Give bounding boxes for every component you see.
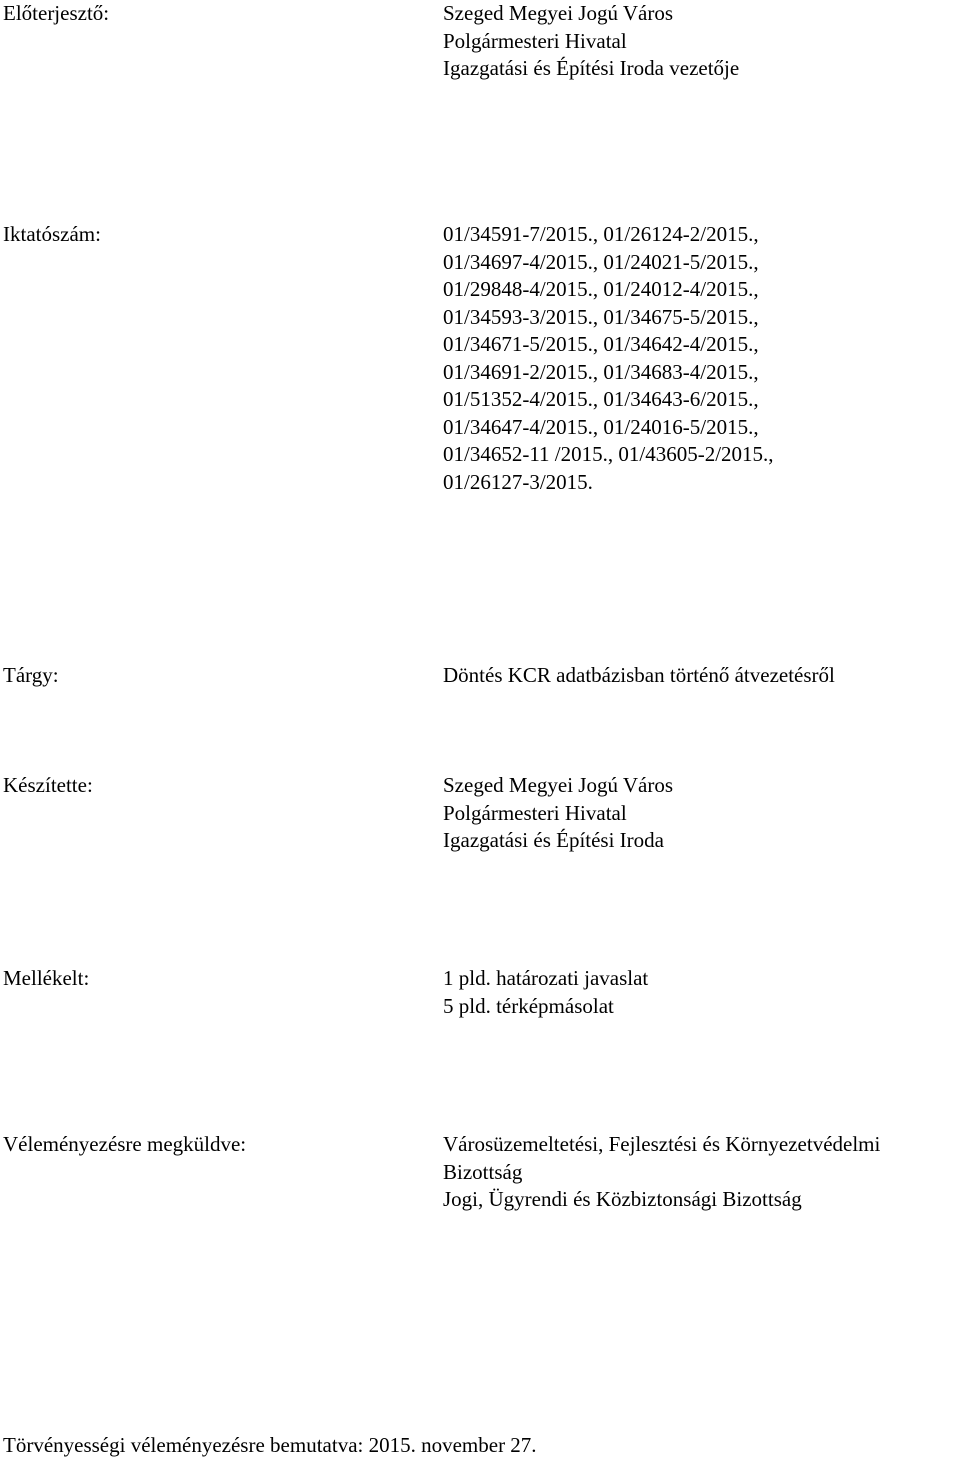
- file-number-line: 01/51352-4/2015., 01/34643-6/2015.,: [443, 387, 759, 411]
- submitter-line: Polgármesteri Hivatal: [443, 28, 627, 53]
- file-number-line: 01/34652-11 /2015., 01/43605-2/2015.,: [443, 442, 774, 466]
- file-number-line: 01/26127-3/2015.: [443, 469, 593, 494]
- file-number-line: 01/34647-4/2015., 01/24016-5/2015.,: [443, 414, 759, 439]
- submitter-value: [443, 0, 960, 83]
- attachment-line: 1 pld. határozati javaslat: [443, 966, 649, 990]
- submitter-line: Szeged Megyei Jogú Város: [443, 1, 673, 25]
- submitter-line: Igazgatási és Építési Iroda vezetője: [443, 56, 740, 80]
- subject-label: Tárgy:: [3, 663, 59, 687]
- file-number-line: 01/34671-5/2015., 01/34642-4/2015.,: [443, 332, 759, 356]
- legality-review-line: Törvényességi véleményezésre bemutatva: 2015. november 27.: [3, 1433, 537, 1457]
- attachment-line: 5 pld. térképmásolat: [443, 993, 614, 1018]
- prepared-by-label: Készítette:: [3, 773, 93, 797]
- subject-line: Döntés KCR adatbázisban történő átvezetésről: [443, 663, 835, 687]
- file-number-line: 01/34691-2/2015., 01/34683-4/2015.,: [443, 359, 759, 384]
- sent-for-review-value: [443, 1131, 960, 1214]
- attachments-label: Mellékelt:: [3, 966, 90, 990]
- attachments-value: [443, 965, 960, 1020]
- prepared-by-value: [443, 772, 960, 855]
- prepared-by-line: Igazgatási és Építési Iroda: [443, 828, 664, 852]
- file-numbers-label: Iktatószám:: [3, 222, 101, 246]
- committee-line: Városüzemeltetési, Fejlesztési és Környezetvédelmi: [443, 1132, 881, 1156]
- committee-line: Jogi, Ügyrendi és Közbiztonsági Bizottság: [443, 1187, 802, 1211]
- file-numbers-value: [443, 221, 960, 496]
- file-number-line: 01/34591-7/2015., 01/26124-2/2015.,: [443, 222, 759, 246]
- subject-value: [443, 662, 960, 690]
- file-number-line: 01/34593-3/2015., 01/34675-5/2015.,: [443, 304, 759, 329]
- prepared-by-line: Szeged Megyei Jogú Város: [443, 773, 673, 797]
- submitter-label: Előterjesztő:: [3, 1, 110, 25]
- prepared-by-line: Polgármesteri Hivatal: [443, 800, 627, 825]
- file-number-line: 01/29848-4/2015., 01/24012-4/2015.,: [443, 277, 759, 301]
- file-number-line: 01/34697-4/2015., 01/24021-5/2015.,: [443, 249, 759, 274]
- committee-line: Bizottság: [443, 1159, 523, 1184]
- sent-for-review-label: Véleményezésre megküldve:: [3, 1132, 247, 1156]
